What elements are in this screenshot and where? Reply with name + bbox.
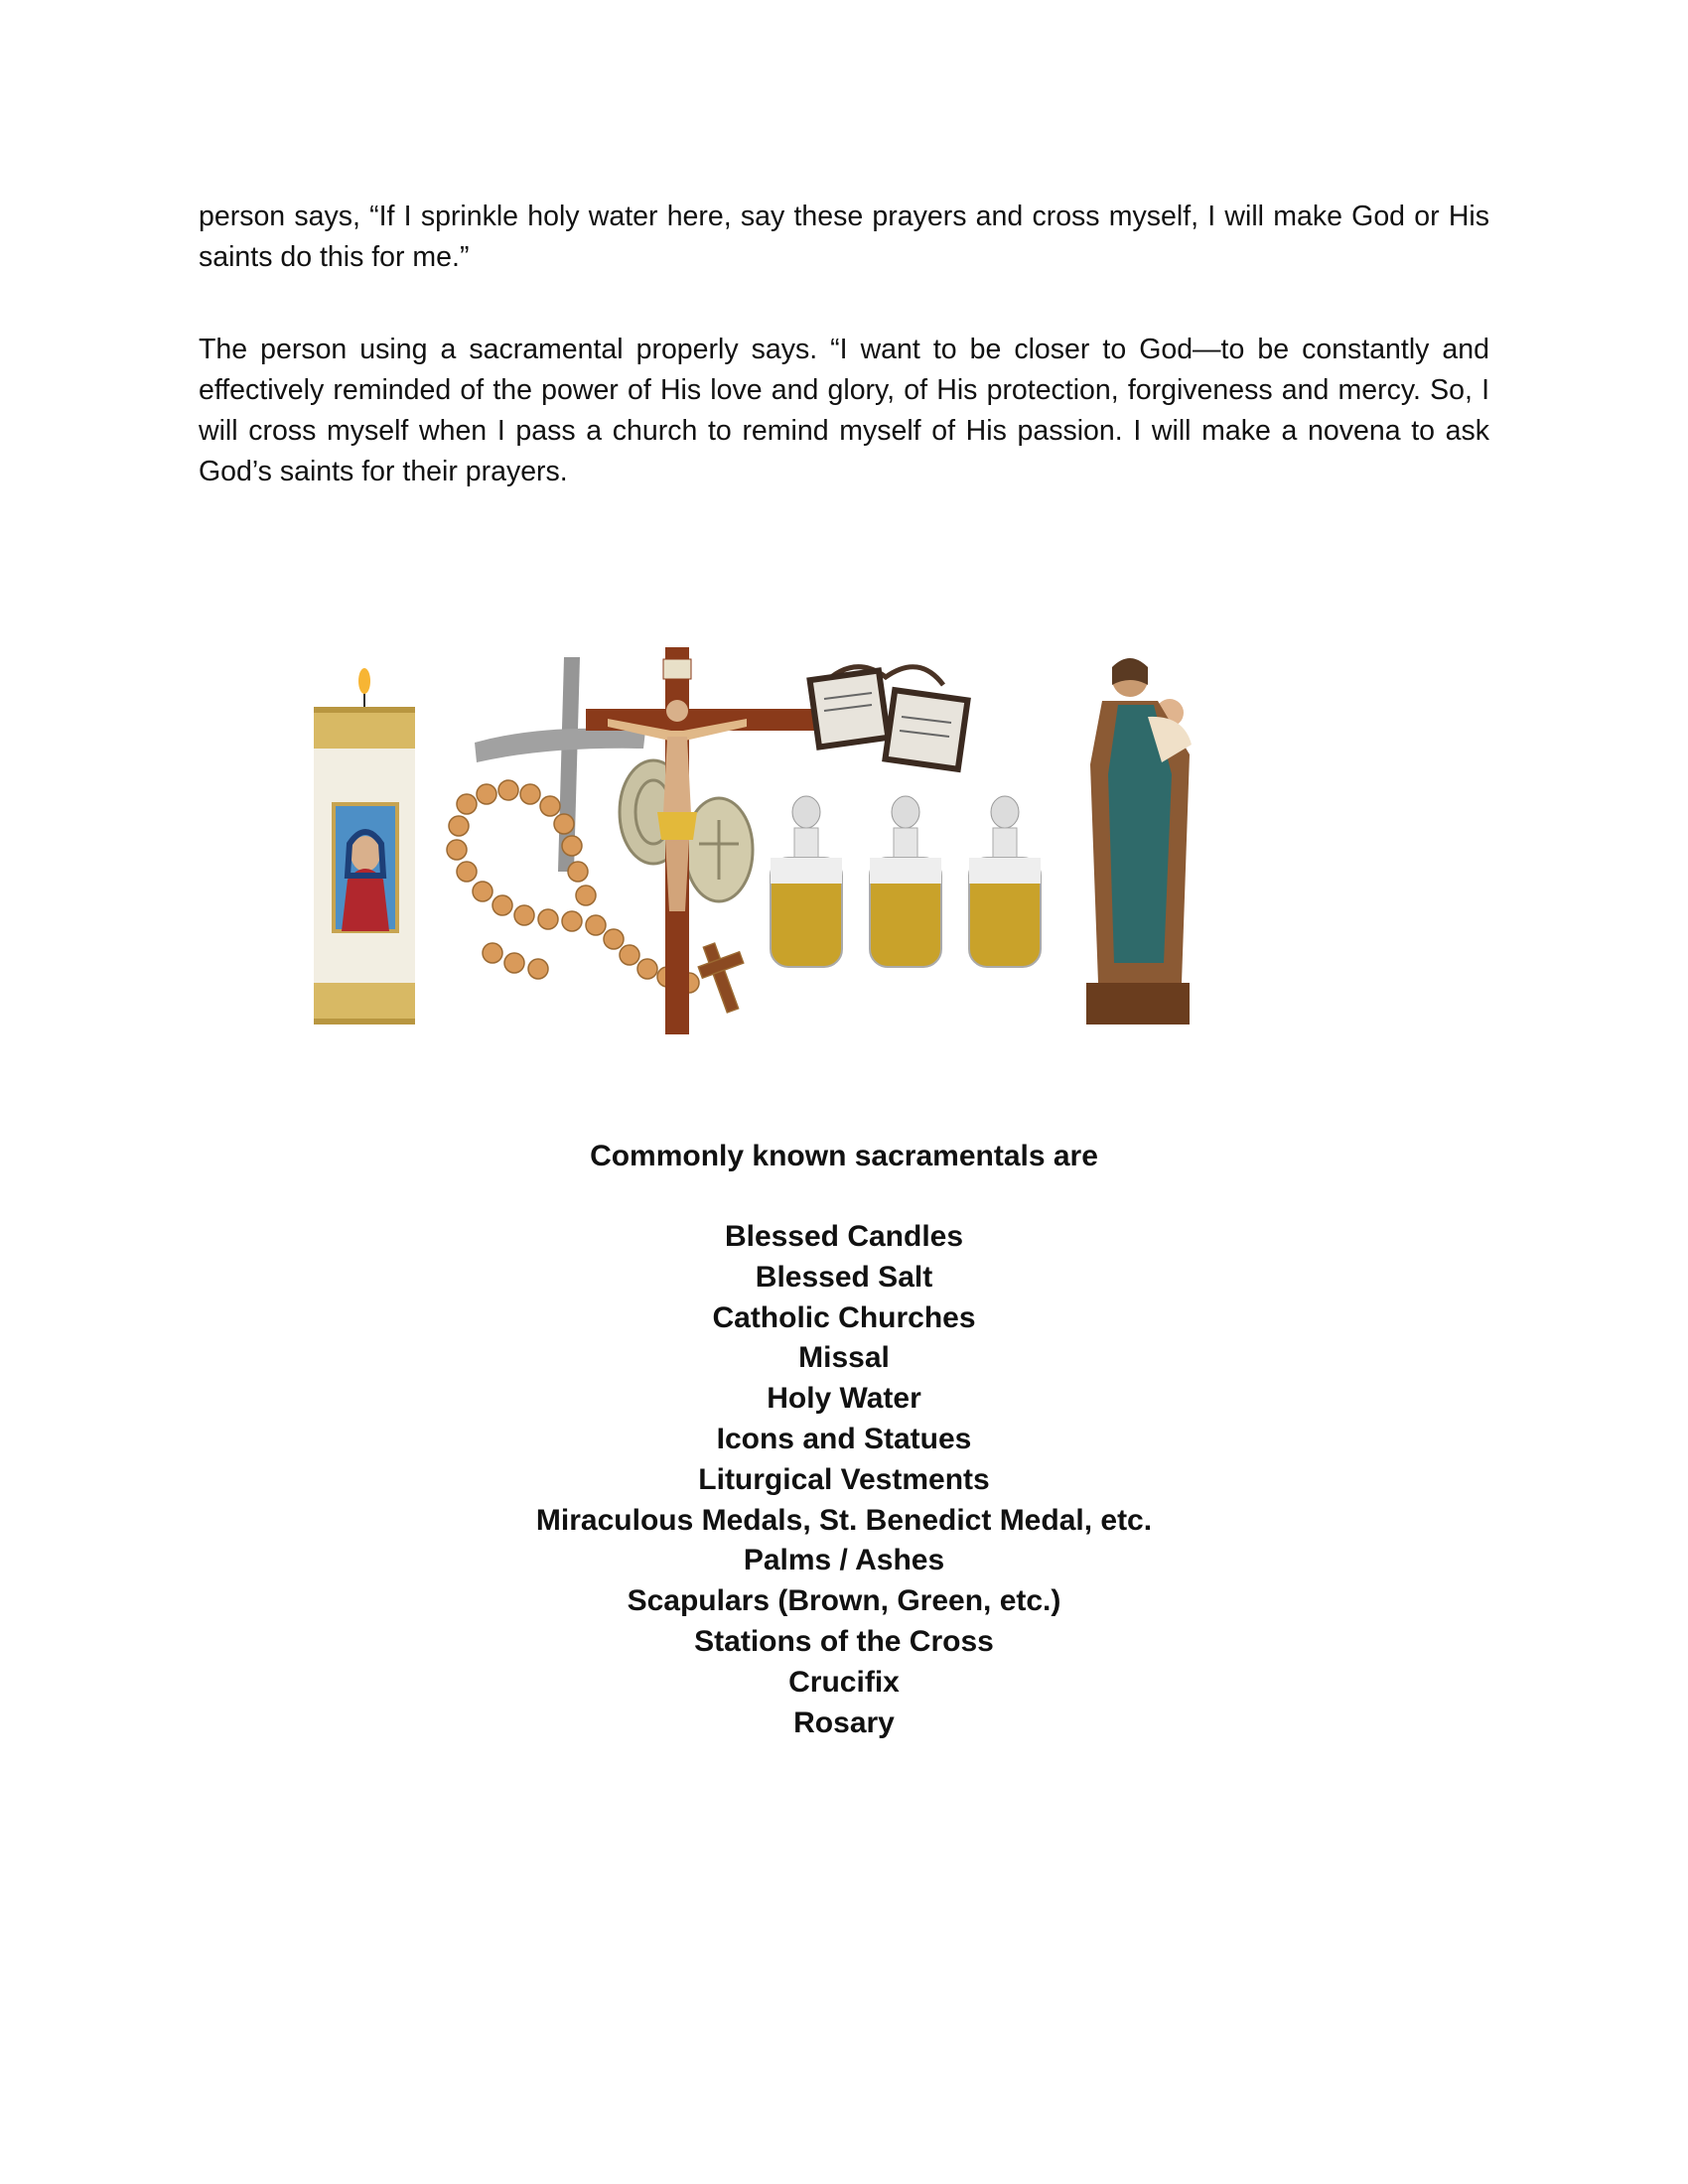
list-item: Blessed Salt xyxy=(755,1260,933,1294)
list-item: Palms / Ashes xyxy=(743,1544,945,1577)
sacramentals-list xyxy=(0,1217,1688,1743)
list-item: Catholic Churches xyxy=(712,1300,976,1334)
list-item: Blessed Candles xyxy=(724,1220,964,1253)
list-item: Missal xyxy=(798,1341,890,1375)
list-item: Rosary xyxy=(793,1706,895,1739)
list-item: Holy Water xyxy=(767,1382,921,1416)
sacramentals-illustration xyxy=(298,645,1311,1034)
list-item: Liturgical Vestments xyxy=(698,1462,990,1496)
list-item: Stations of the Cross xyxy=(694,1624,994,1658)
list-item: Miraculous Medals, St. Benedict Medal, etc. xyxy=(535,1503,1153,1537)
body-paragraph-1: person says, “If I sprinkle holy water here, say these prayers and cross myself, I will make God or His saints do this for me.” xyxy=(199,201,1489,273)
statue-icon xyxy=(1086,658,1192,1024)
list-heading: Commonly known sacramentals are xyxy=(590,1140,1098,1172)
oil-bottle-icon xyxy=(771,796,1041,967)
scapular-icon xyxy=(810,667,968,769)
list-item: Crucifix xyxy=(788,1665,900,1699)
list-item: Icons and Statues xyxy=(716,1422,972,1455)
body-paragraph-2: The person using a sacramental properly says. “I want to be closer to God—to be constantly and effectively reminded of the power of His love and glory, of His protection, forgiveness and mercy. So, I will cross myself when I pass a church to remind myself of His passion. I will make a novena to ask God’s saints for their prayers. xyxy=(199,334,1489,487)
list-item: Scapulars (Brown, Green, etc.) xyxy=(627,1584,1061,1618)
ash-cross-icon xyxy=(475,657,645,872)
candle-icon xyxy=(314,668,415,1024)
